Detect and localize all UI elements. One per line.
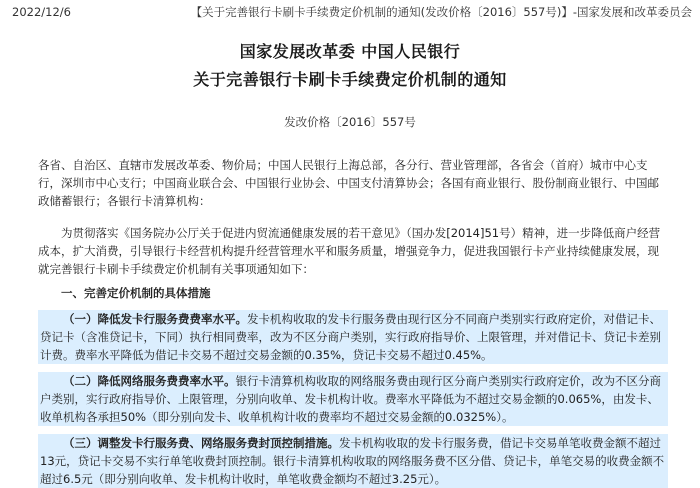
- print-page-title: 【关于完善银行卡刷卡手续费定价机制的通知(发改价格〔2016〕557号)】-国家发展和改革委员会: [190, 5, 692, 19]
- item-3-body: 发卡机构收取的发卡行服务费，借记卡交易单笔收费金额不超过13元，贷记卡交易不实行单笔收费封顶控制。银行卡清算机构收取的网络服务费不区分借、贷记卡，单笔交易的收费金额不超过6.5元（即分别向收单、发卡机构计收时，单笔收费金额均不超过3.25元）。: [40, 436, 665, 486]
- item-2-body: 银行卡清算机构收取的网络服务费由现行区分商户类别实行政府定价，改为不区分商户类别，实行政府指导价、上限管理，分别向收单、发卡机构计收。费率水平降低为不超过交易金额的0.065%，由发卡、收单机构各承担50%（即分别向发卡、收单机构计收的费率均不超过交易金额的0.0325%）。: [40, 374, 661, 424]
- highlighted-item-1: [38, 310, 668, 364]
- intro-paragraph: 为贯彻落实《国务院办公厅关于促进内贸流通健康发展的若干意见》（国办发[2014]51号）精神，进一步降低商户经营成本，扩大消费，引导银行卡经营机构提升经营管理水平和服务质量，增强竞争力，促进我国银行卡产业持续健康发展，现就完善银行卡刷卡手续费定价机制有关事项通知如下：: [38, 226, 661, 276]
- item-1-body: 发卡机构收取的发卡行服务费由现行区分不同商户类别实行政府定价，对借记卡、贷记卡（含准贷记卡，下同）执行相同费率，改为不区分商户类别，实行政府指导价、上限管理，并对借记卡、贷记卡差别计费。费率水平降低为借记卡交易不超过交易金额的0.35%，贷记卡交易不超过0.45%。: [40, 312, 661, 362]
- print-header: [0, 0, 700, 24]
- item-2-lead: （二）降低网络服务费费率水平。: [63, 374, 236, 388]
- item-1-lead: （一）降低发卡行服务费费率水平。: [63, 312, 247, 326]
- addressees-paragraph: 各省、自治区、直辖市发展改革委、物价局；中国人民银行上海总部，各分行、营业管理部，各省会（首府）城市中心支行，深圳市中心支行；中国商业联合会、中国银行业协会、中国支付清算协会；各国有商业银行、股份制商业银行、中国邮政储蓄银行；各银行卡清算机构：: [38, 158, 659, 208]
- highlighted-item-2: [38, 372, 668, 426]
- title-block: [0, 40, 700, 92]
- section-heading: 一、完善定价机制的具体措施: [61, 286, 211, 300]
- print-date: 2022/12/6: [12, 5, 71, 19]
- document-issuers: 国家发展改革委 中国人民银行: [239, 42, 461, 61]
- highlighted-item-3: [38, 434, 668, 488]
- document-title: 关于完善银行卡刷卡手续费定价机制的通知: [193, 70, 507, 89]
- document-number: 发改价格〔2016〕557号: [284, 115, 416, 129]
- document-body: [38, 156, 668, 488]
- item-3-lead: （三）调整发卡行服务费、网络服务费封顶控制措施。: [63, 436, 339, 450]
